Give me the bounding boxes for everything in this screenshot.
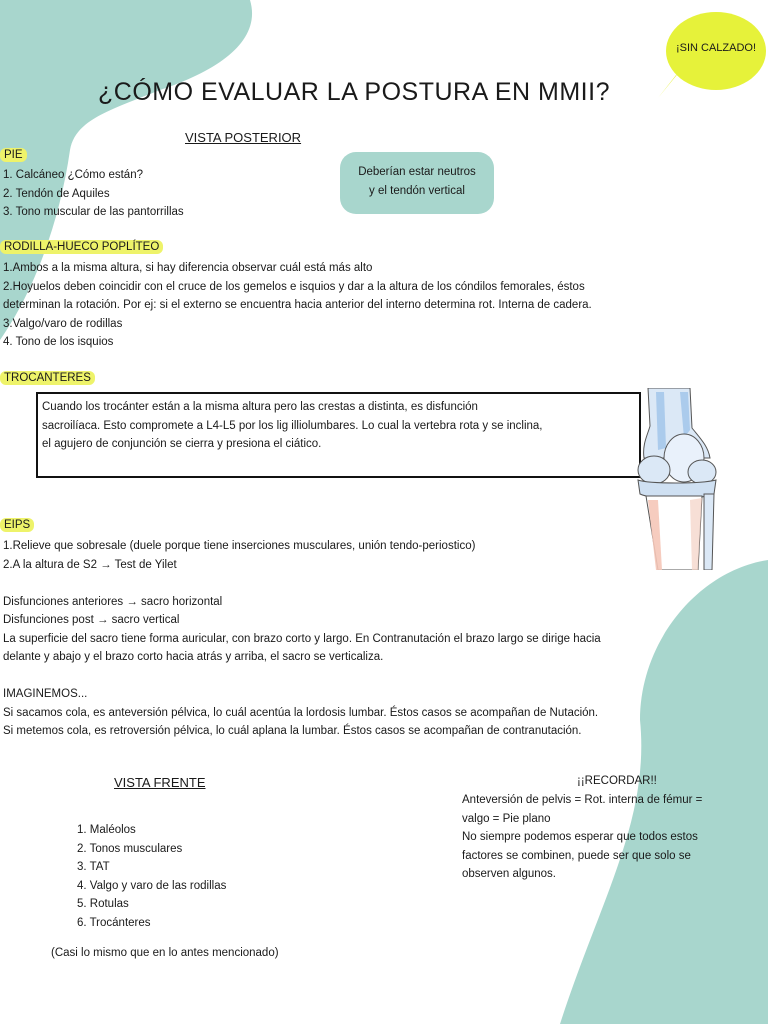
list-item: delante y abajo y el brazo corto hacia atrás y arriba, el sacro se verticaliza. [3,651,384,663]
pie-heading: PIE [0,148,27,162]
page-title: ¿CÓMO EVALUAR LA POSTURA EN MMII? [98,78,610,106]
list-item: Disfunciones post → sacro vertical [3,614,180,626]
vista-posterior-heading: VISTA POSTERIOR [185,130,302,145]
list-item: 1. Maléolos [77,824,136,836]
list-item: 2. Tonos musculares [77,842,183,855]
list-item: Si metemos cola, es retroversión pélvica, lo cuál aplana la lumbar. Éstos casos se acompañan de contranutación. [3,725,582,737]
list-item [3,574,601,593]
vista-frente-note: (Casi lo mismo que en lo antes mencionado) [51,947,279,959]
trocanteres-heading: TROCANTERES [0,371,95,385]
list-item: 2.Hoyuelos deben coincidir con el cruce de los gemelos e isquios y dar a la altura de los cóndilos femorales, éstos [3,280,585,293]
neutral-note-line-1: Deberían estar neutros [358,166,476,178]
vista-frente-heading: VISTA FRENTE [114,775,206,790]
list-item: Disfunciones anteriores → sacro horizontal [3,595,223,608]
list-item: 4. Tono de los isquios [3,336,114,348]
list-item: 6. Trocánteres [77,916,151,929]
knee-joint-icon [630,388,722,570]
box-line: sacroilíaca. Esto compromete a L4-L5 por los lig illiolumbares. Lo cual la vertebra rota y se inclina, [42,419,543,432]
eips-heading-wrap [0,516,34,535]
list-item: 1.Ambos a la misma altura, si hay diferencia observar cuál está más alto [3,262,373,274]
neutral-note-line-2: y el tendón vertical [369,185,465,197]
rodilla-heading-wrap [0,238,163,257]
list-item: Anteversión de pelvis = Rot. interna de fémur = [462,794,703,806]
list-item: La superficie del sacro tiene forma auricular, con brazo corto y largo. En Contranutación el brazo largo se dirige hacia [3,632,601,645]
trocanteres-box [36,392,641,478]
recordar-list [462,791,702,884]
box-line: el agujero de conjunción se cierra y presiona el ciático. [42,438,322,450]
list-item: 3. TAT [77,861,110,873]
list-item: factores se combinen, puede ser que solo se [462,849,691,862]
bubble-tail [656,70,686,100]
list-item: Si sacamos cola, es anteversión pélvica, lo cuál acentúa la lordosis lumbar. Éstos casos se acompañan de Nutación. [3,706,599,719]
recordar-heading: ¡¡RECORDAR!! [577,775,657,787]
list-item: determinan la rotación. Por ej: si el externo se encuentra hacia anterior del interno determina rot. Interna de cadera. [3,299,592,311]
list-item: 3. Tono muscular de las pantorrillas [3,206,184,218]
list-item: No siempre podemos esperar que todos estos [462,831,698,843]
pie-list [3,166,184,222]
list-item: 2. Tendón de Aquiles [3,187,110,200]
list-item: observen algunos. [462,868,556,880]
list-item: 4. Valgo y varo de las rodillas [77,879,227,892]
rodilla-list [3,259,592,352]
pie-heading-wrap [0,146,27,165]
list-item: 2.A la altura de S2 → Test de Yilet [3,558,177,571]
list-item: valgo = Pie plano [462,812,551,825]
eips-heading: EIPS [0,518,34,532]
vista-frente-list [77,821,226,932]
list-item: 5. Rotulas [77,898,129,910]
bubble-text: ¡SIN CALZADO! [675,42,757,54]
rodilla-heading: RODILLA-HUECO POPLÍTEO [0,240,163,254]
list-item: IMAGINEMOS... [3,688,88,700]
trocanteres-heading-wrap [0,369,95,388]
eips-list [3,537,601,741]
list-item: 1.Relieve que sobresale (duele porque tiene inserciones musculares, unión tendo-periostico) [3,540,476,552]
list-item: 1. Calcáneo ¿Cómo están? [3,169,143,181]
list-item: 3.Valgo/varo de rodillas [3,317,123,330]
box-line: Cuando los trocánter están a la misma altura pero las crestas a distinta, es disfunción [42,401,478,413]
list-item [3,667,601,686]
